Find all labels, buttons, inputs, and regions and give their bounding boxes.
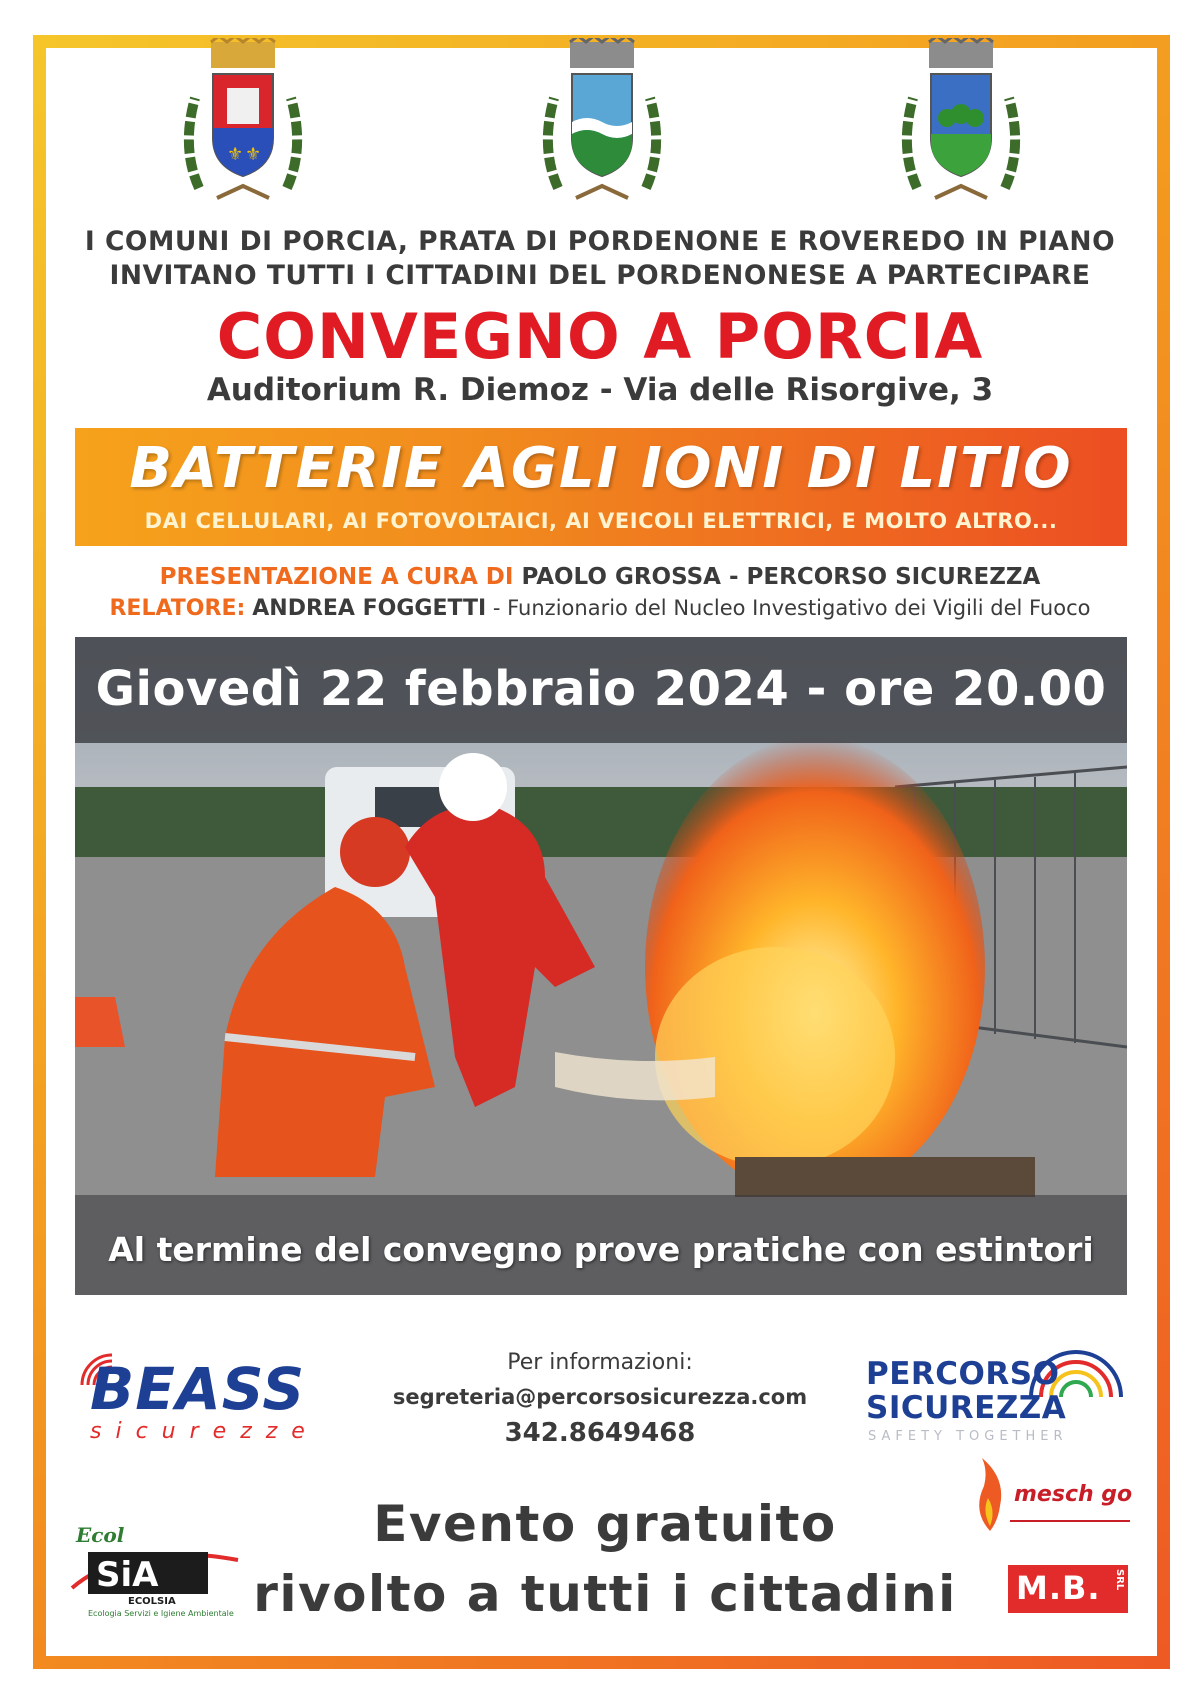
mb-srl-logo: [1008, 1565, 1128, 1613]
speaker-role: - Funzionario del Nucleo Investigativo dei Vigili del Fuoco: [486, 596, 1091, 620]
mesch-go-logo: [970, 1456, 1135, 1536]
intro-line-1: I COMUNI DI PORCIA, PRATA DI PORDENONE E ROVEREDO IN PIANO: [84, 226, 1116, 257]
mesch-go-wordmark: mesch go: [1014, 1482, 1133, 1507]
percorso-tagline: SAFETY TOGETHER: [868, 1429, 1068, 1444]
ecolsia-logo: [68, 1520, 243, 1620]
prata-coat-of-arms: [536, 38, 668, 208]
photo-caption: Al termine del convegno prove pratiche con estintori: [108, 1230, 1094, 1269]
ecol-text: Ecol: [76, 1523, 125, 1547]
free-event-line-1: Evento gratuito: [373, 1495, 837, 1553]
svg-text:⚜: ⚜: [245, 144, 262, 165]
presenter-label: PRESENTAZIONE A CURA DI: [159, 564, 514, 590]
beass-wordmark: BEASS: [90, 1355, 306, 1423]
sia-name: ECOLSIA: [128, 1596, 176, 1607]
presenter-name: PAOLO GROSSA - PERCORSO SICUREZZA: [521, 564, 1041, 590]
topic-subtitle: DAI CELLULARI, AI FOTOVOLTAICI, AI VEICOLI ELETTRICI, E MOLTO ALTRO...: [144, 509, 1058, 533]
topic-title: BATTERIE AGLI IONI DI LITIO: [129, 436, 1073, 501]
speaker-name: ANDREA FOGGETTI: [252, 596, 487, 621]
beass-logo: [72, 1345, 372, 1445]
svg-text:⚜: ⚜: [227, 144, 244, 165]
sia-wordmark: SiA: [96, 1555, 159, 1595]
percorso-word-1: PERCORSO: [866, 1356, 1060, 1392]
contact-email[interactable]: segreteria@percorsosicurezza.com: [392, 1385, 808, 1409]
speaker-label: RELATORE:: [109, 596, 246, 621]
venue-address: Auditorium R. Diemoz - Via delle Risorgive, 3: [206, 372, 994, 408]
porcia-coat-of-arms: [177, 38, 309, 208]
intro-line-2: INVITANO TUTTI I CITTADINI DEL PORDENONESE A PARTECIPARE: [109, 260, 1091, 291]
percorso-sicurezza-logo: [866, 1312, 1136, 1442]
info-label: Per informazioni:: [507, 1350, 693, 1375]
sia-tagline: Ecologia Servizi e Igiene Ambientale: [88, 1609, 234, 1618]
presenter-line: [60, 564, 1140, 590]
event-title: CONVEGNO A PORCIA: [216, 300, 984, 373]
free-event-line-2: rivolto a tutti i cittadini: [253, 1565, 957, 1623]
topic-banner: [75, 428, 1127, 546]
percorso-word-2: SICUREZZA: [866, 1390, 1067, 1426]
flame-icon: [970, 1456, 1010, 1536]
speaker-line: [60, 596, 1140, 621]
beass-subtitle: sicurezze: [90, 1419, 319, 1444]
caption-bar: [75, 1195, 1127, 1295]
date-bar: [75, 637, 1127, 743]
fire-drill-photo: [75, 637, 1127, 1295]
mb-srl-label: SRL: [1114, 1569, 1125, 1591]
contact-phone[interactable]: 342.8649468: [504, 1418, 696, 1448]
mesch-underline: [1010, 1520, 1130, 1522]
event-date: Giovedì 22 febbraio 2024 - ore 20.00: [95, 661, 1107, 717]
roveredo-coat-of-arms: [895, 38, 1027, 208]
mb-wordmark: M.B.: [1016, 1569, 1101, 1607]
